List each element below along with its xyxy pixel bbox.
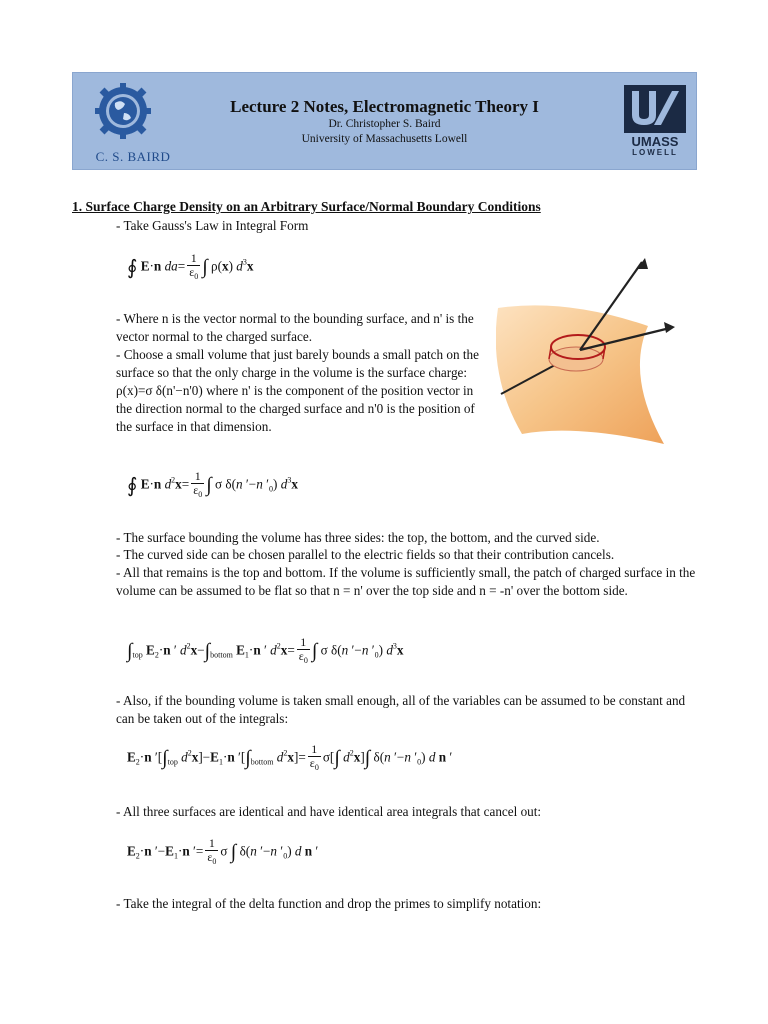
- paragraph-volume: - Choose a small volume that just barely bounds a small patch on the surface so that the only charge in the volume is the surface charge: ρ(x)=σ δ(n'−n'0) where n' is the component of the position vector in the direction normal to the charged surface and n'0 is the position of the surface in that dimension.: [116, 347, 479, 434]
- paragraph-top-bottom: - All that remains is the top and bottom. If the volume is sufficiently small, the patch of charged surface in the volume can be assumed to be flat so that n = n' over the top side and n = -n' over the bottom side.: [116, 565, 696, 598]
- equation-top-bottom: $\int_{top}$ $E_2\cdot n$ ′ $d^2x-\int_{bottom}$ $E_1\cdot n$ ′ $d^2x=$ $\frac{1}{\varepsilon_0}$ ∫ σ δ(n ′−n $'_0$) $d^3x$: [127, 635, 404, 665]
- umass-lowell-logo: [624, 85, 686, 161]
- paragraph-constants: - Also, if the bounding volume is taken small enough, all of the variables can be assumed to be constant and can be taken out of the integrals:: [116, 693, 686, 726]
- section-heading: 1. Surface Charge Density on an Arbitrary Surface/Normal Boundary Conditions: [72, 199, 541, 214]
- paragraph-normals: - Where n is the vector normal to the bounding surface, and n' is the vector normal to the charged surface.: [116, 311, 474, 344]
- cs-baird-logo: [83, 81, 171, 164]
- header-text: [183, 97, 586, 147]
- logo-umass-text: UMASS: [631, 134, 679, 149]
- paragraph-delta: - Take the integral of the delta function and drop the primes to simplify notation:: [116, 896, 542, 911]
- logo-lowell-text: LOWELL: [632, 148, 678, 157]
- logo-caption: C. S. BAIRD: [95, 149, 171, 164]
- equation-gauss: ∮ E·n da= $\frac{1}{\varepsilon_0}$ ∫ ρ(x) $d^3x$: [127, 251, 254, 281]
- institution-name: University of Massachusetts Lowell: [301, 133, 468, 145]
- charged-surface-figure: [496, 256, 692, 446]
- equation-cancelled: $E_2\cdot n$ $'-E_1\cdot n$ ′= $\frac{1}{\varepsilon_0}$ σ ∫ δ(n ′−n $'_0$) d n ′: [127, 836, 319, 866]
- paragraph-curved-side: - The curved side can be chosen parallel to the electric fields so that their contribution cancels.: [116, 547, 615, 562]
- page-title: Lecture 2 Notes, Electromagnetic Theory I: [230, 97, 539, 116]
- header-banner: [72, 72, 697, 170]
- globe-gear-icon: [93, 81, 153, 143]
- equation-integrals-out: $E_2\cdot n$ $'[\int_{top}$ $d^2x]-E_1\cdot n$ $'[\int_{bottom}$ $d^2x]=$ $\frac{1}{\varepsilon_0}$ σ[∫ $d^2x]\int$ δ(n ′−n $'_0$) d n ′: [127, 742, 453, 772]
- umass-emblem-icon: [624, 85, 686, 133]
- paragraph-gauss: - Take Gauss's Law in Integral Form: [116, 218, 309, 233]
- author-name: Dr. Christopher S. Baird: [328, 118, 441, 130]
- paragraph-cancel: - All three surfaces are identical and have identical area integrals that cancel out:: [116, 804, 542, 819]
- equation-surface-charge: ∮ E·n $d^2x=$ $\frac{1}{\varepsilon_0}$ ∫ σ δ(n ′−n $'_0$) $d^3x$: [127, 469, 298, 499]
- paragraph-three-sides: - The surface bounding the volume has three sides: the top, the bottom, and the curved side.: [116, 530, 600, 545]
